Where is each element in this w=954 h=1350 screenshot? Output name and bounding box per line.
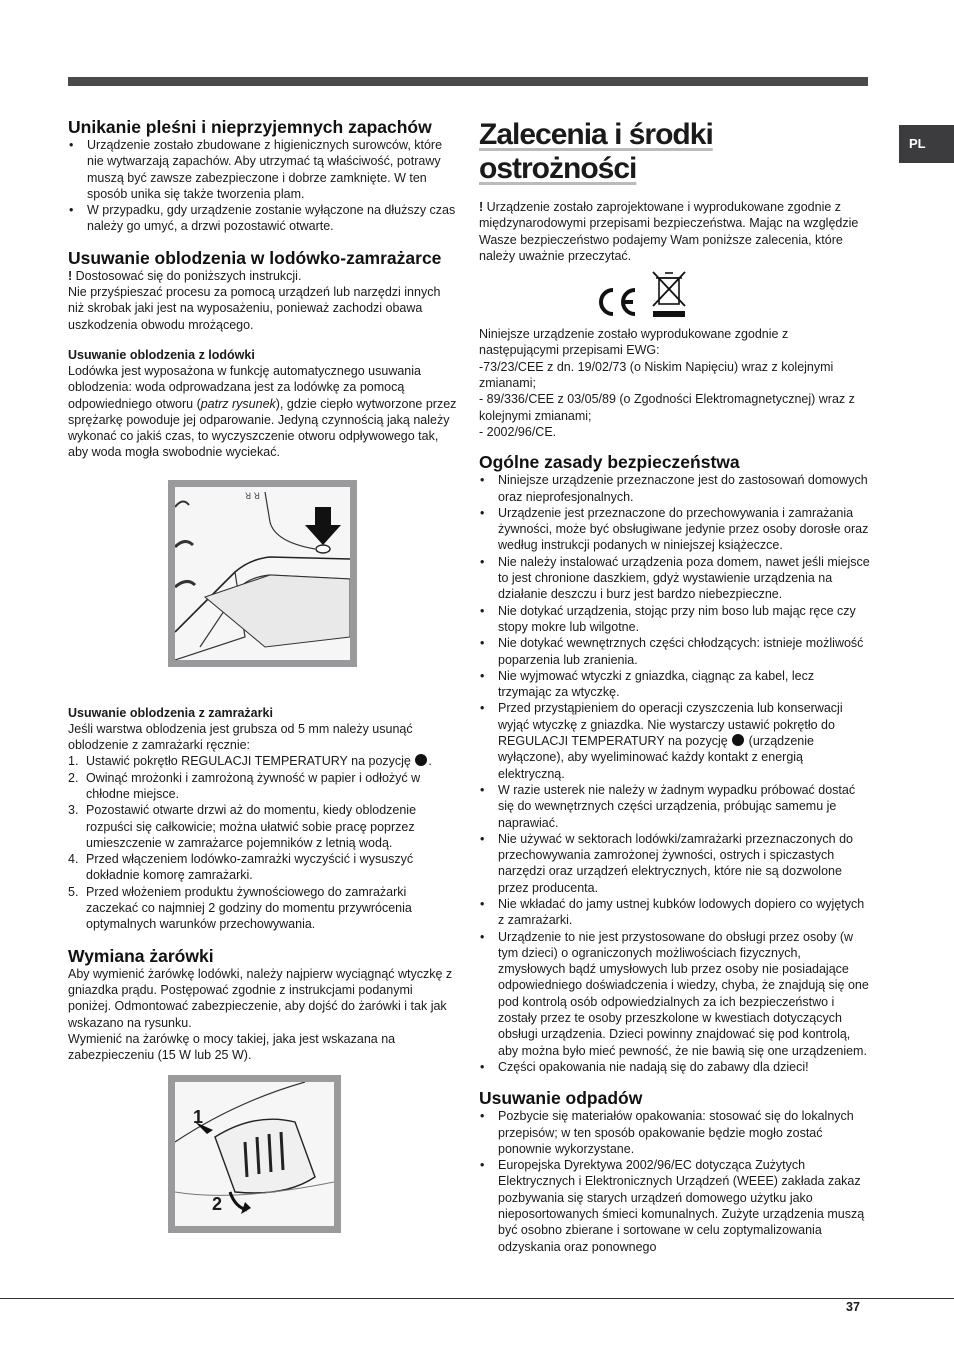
list-item: 4. Przed włączeniem lodówko-zamrażki wyczyścić i wysuszyć dokładnie komorę zamrażarki. bbox=[68, 852, 414, 883]
defrost-heading: Usuwanie oblodzenia w lodówko-zamrażarce bbox=[68, 247, 442, 268]
intro-text: ! Urządzenie zostało zaprojektowane i wyprodukowane zgodnie z międzynarodowymi przepisami bezpieczeństwa. Mając na względzie Wasze bezpieczeństwo podajemy Wam poniższe zalecenia, które należy uważnie przeczytać. bbox=[479, 200, 859, 263]
bulb-heading: Wymiana żarówki bbox=[68, 945, 214, 966]
compliance-item: -73/23/CEE z dn. 19/02/73 (o Niskim Napięciu) wraz z kolejnymi zmianami; bbox=[479, 359, 834, 391]
safety-list bbox=[479, 472, 871, 1075]
list-item: 5. Przed włożeniem produktu żywnościowego do zamrażarki zaczekać co najmniej 2 godziny do momentu przywrócenia optymalnych warunków przechowywania. bbox=[68, 884, 412, 932]
bulb-text-2: Wymienić na żarówkę o mocy takiej, jaka jest wskazana na zabezpieczeniu (15 W lub 25 W). bbox=[68, 1031, 396, 1063]
fridge-defrost-text: Lodówka jest wyposażona w funkcję automatycznego usuwania oblodzenia: woda odprowadzana jest za lodówkę za pomocą odpowiedniego otworu (patrz rysunek), gdzie ciepło wytworzone przez sprężarkę powoduje jej odparowanie. Jedyną czynnością jaką należy wykonać co jakiś czas, to wyczyszczenie otworu odpływowego tak, aby woda mogła swobodnie wyciekać. bbox=[68, 363, 457, 460]
list-item: 2. Owinąć mrożonki i zamrożoną żywność w papier i odłożyć w chłodne miejsce. bbox=[68, 770, 421, 801]
bulb-text: Aby wymienić żarówkę lodówki, należy najpierw wyciągnąć wtyczkę z gniazdka prądu. Postępować zgodnie z instrukcjami podanymi poniżej. Odmontować zabezpieczenie, aby dojść do żarówki i tak jak wskazano na rysunku. bbox=[68, 966, 453, 1030]
list-item: • Części opakowania nie nadają się do zabawy dla dzieci! bbox=[479, 1059, 871, 1075]
svg-text:ꓤ ꓤ: ꓤ ꓤ bbox=[245, 490, 261, 501]
waste-heading: Usuwanie odpadów bbox=[479, 1088, 643, 1109]
ce-mark-icon bbox=[593, 286, 639, 318]
list-item: • W razie usterek nie należy w żadnym wypadku próbować dostać się do wewnętrznych części urządzenia, próbując samemu je naprawiać. bbox=[479, 782, 871, 831]
certification-logos bbox=[593, 268, 871, 318]
list-item: 3. Pozostawić otwarte drzwi aż do momentu, kiedy oblodzenie rozpuści się całkowicie; można ułatwić sobie pracę poprzez umieszczenie w zamrażarce pojemników z letnią wodą. bbox=[68, 803, 417, 850]
freezer-defrost-intro: Jeśli warstwa oblodzenia jest grubsza od 5 mm należy usunąć oblodzenie z zamrażarki ręcznie: bbox=[68, 721, 413, 753]
step-label-2: 2 bbox=[212, 1194, 223, 1215]
page-title: Zalecenia i środki ostrożności bbox=[479, 118, 713, 185]
header-bar bbox=[68, 77, 868, 86]
bulb-replacement-illustration bbox=[168, 1075, 341, 1233]
freezer-defrost-steps bbox=[68, 753, 458, 932]
language-tab: PL bbox=[899, 125, 954, 163]
list-item: • Przed przystąpieniem do operacji czyszczenia lub konserwacji wyjąć wtyczkę z gniazdka. Nie wystarczy ustawić pokrętło do REGULACJI TEMPERATURY na pozycję (urządzenie wyłączone), aby wyeliminować każdy kontakt z energią elektryczną. bbox=[479, 700, 871, 781]
defrost-paragraph: Nie przyśpieszać procesu za pomocą urządzeń lub narzędzi innych niż skrobak jaki jest na wyposażeniu, ponieważ zachodzi obawa uszkodzenia obwodu mrożącego. bbox=[68, 285, 441, 332]
list-item: • Europejska Dyrektywa 2002/96/EC dotycząca Zużytych Elektrycznych i Elektronicznych Urządzeń (WEEE) zakłada zakaz pozbywania się starych urządzeń domowego użytku jako nieposortowanych śmieci komunalnych. Zużyte urządzenia muszą być osobno zbierane i sortowane w celu zoptymalizowania odzyskania oraz ponownego bbox=[479, 1157, 871, 1255]
list-item: • Nie wyjmować wtyczki z gniazdka, ciągnąc za kabel, lecz trzymając za wtyczkę. bbox=[479, 668, 871, 701]
list-item: • W przypadku, gdy urządzenie zostanie wyłączone na dłuższy czas należy go umyć, a drzwi pozostawić otwarte. bbox=[68, 202, 458, 235]
fridge-drain-illustration bbox=[168, 480, 357, 667]
list-item: • Niniejsze urządzenie przeznaczone jest do zastosowań domowych oraz nieprofesjonalnych. bbox=[479, 472, 871, 505]
compliance-item: - 2002/96/CE. bbox=[479, 424, 557, 439]
list-item: • Urządzenie zostało zbudowane z higienicznych surowców, które nie wytwarzają zapachów. Aby utrzymać tą właściwość, potrawy muszą być zawsze zabezpieczone i dobrze zamknięte. W ten sposób unika się także tworzenia plam. bbox=[68, 137, 458, 202]
left-column bbox=[68, 118, 458, 1233]
freezer-defrost-heading: Usuwanie oblodzenia z zamrażarki bbox=[68, 705, 273, 720]
mould-list bbox=[68, 137, 458, 235]
list-item: • Urządzenie jest przeznaczone do przechowywania i zamrażania żywności, może być obsługiwane jedynie przez osoby dorosłe oraz według instrukcji podanych w niniejszej książeczce. bbox=[479, 505, 871, 554]
footer-rule bbox=[0, 1298, 954, 1299]
list-item: • Pozbycie się materiałów opakowania: stosować się do lokalnych przepisów; w ten sposób opakowanie będzie mogło zostać ponownie wykorzystane. bbox=[479, 1108, 871, 1157]
off-position-icon bbox=[732, 734, 744, 746]
list-item: • Nie dotykać wewnętrznych części chłodzących: istnieje możliwość poparzenia lub zranienia. bbox=[479, 635, 871, 668]
off-position-icon bbox=[415, 754, 427, 766]
list-item: • Urządzenie to nie jest przystosowane do obsługi przez osoby (w tym dzieci) o ograniczonych możliwościach fizycznych, zmysłowych bądź umysłowych lub przez osoby nie posiadające odpowiedniego doświadczenia i wiedzy, chyba, że znajdują się one pod kontrolą osób odpowiedzialnych za ich bezpieczeństwo i zostały przez te osoby przeszkolone w kwestiach dotyczących obsługi urządzenia. Dzieci powinny znajdować się pod kontrolą, aby można było mieć pewność, że nie bawią się one urządzeniem. bbox=[479, 929, 871, 1059]
list-item: • Nie wkładać do jamy ustnej kubków lodowych dopiero co wyjętych z zamrażarki. bbox=[479, 896, 871, 929]
right-column bbox=[479, 118, 871, 1255]
page-number: 37 bbox=[846, 1300, 860, 1314]
defrost-note: ! Dostosować się do poniższych instrukcji. bbox=[68, 268, 302, 283]
list-item: • Nie używać w sektorach lodówki/zamrażarki przeznaczonych do przechowywania zamrożonej żywności, ostrych i spiczastych narzędzi oraz urządzeń elektrycznych, które nie są dozwolone przez producenta. bbox=[479, 831, 871, 896]
mould-heading: Unikanie pleśni i nieprzyjemnych zapachów bbox=[68, 117, 432, 137]
compliance-item: - 89/336/CEE z 03/05/89 (o Zgodności Elektromagnetycznej) wraz z kolejnymi zmianami; bbox=[479, 392, 855, 423]
warning-mark: ! bbox=[479, 200, 484, 214]
list-item: • Nie należy instalować urządzenia poza domem, nawet jeśli miejsce to jest chronione daszkiem, gdyż wystawienie urządzenia na działanie deszczu i burz jest bardzo niebezpieczne. bbox=[479, 554, 871, 603]
compliance-intro: Niniejsze urządzenie zostało wyprodukowane zgodnie z następującymi przepisami EWG: bbox=[479, 327, 789, 358]
safety-heading: Ogólne zasady bezpieczeństwa bbox=[479, 452, 740, 473]
weee-bin-icon bbox=[651, 270, 687, 318]
step-label-1: 1 bbox=[193, 1107, 204, 1128]
waste-list bbox=[479, 1108, 871, 1255]
list-item: • Nie dotykać urządzenia, stojąc przy nim boso lub mając ręce czy stopy mokre lub wilgotne. bbox=[479, 603, 871, 636]
warning-mark: ! bbox=[68, 268, 73, 283]
list-item: 1. Ustawić pokrętło REGULACJI TEMPERATURY na pozycję . bbox=[68, 754, 432, 769]
fridge-defrost-heading: Usuwanie oblodzenia z lodówki bbox=[68, 347, 255, 362]
